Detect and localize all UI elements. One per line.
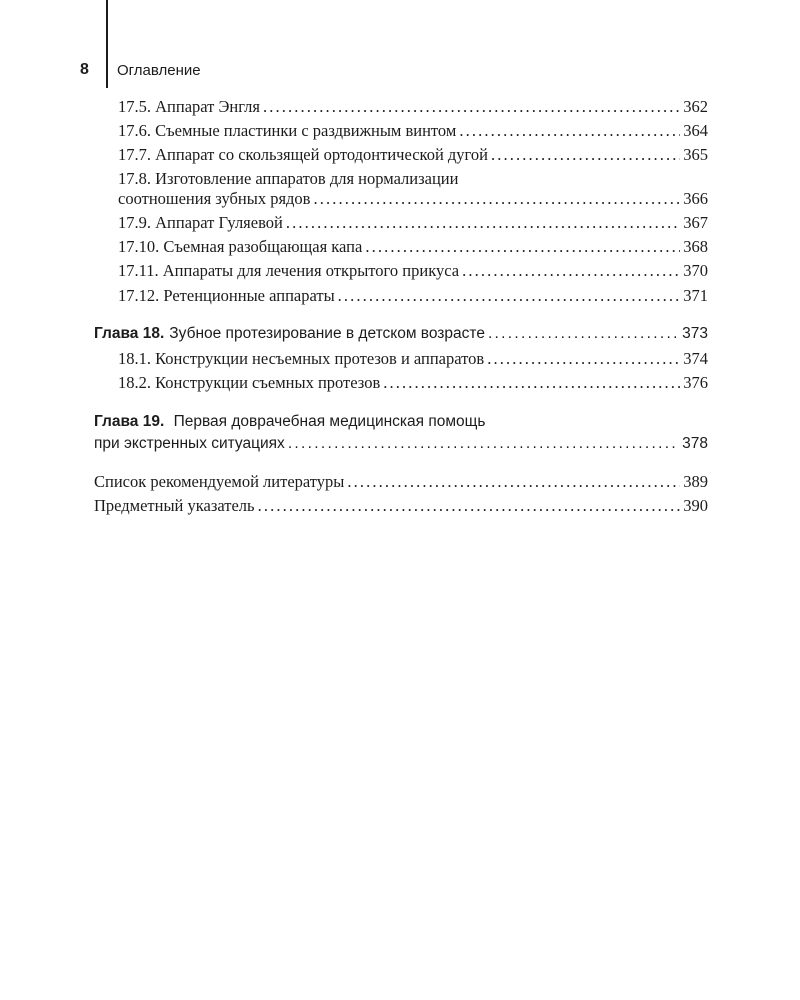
dot-leader — [365, 235, 680, 259]
dot-leader — [462, 259, 680, 283]
dot-leader — [263, 95, 680, 119]
toc-entry-title: 17.9. Аппарат Гуляевой — [118, 213, 283, 232]
toc-entry-title: соотношения зубных рядов — [118, 189, 311, 208]
dot-leader — [487, 347, 680, 371]
dot-leader — [383, 371, 680, 395]
toc-entry-17-5[interactable] — [118, 95, 708, 119]
toc-entry-index[interactable] — [94, 494, 708, 518]
toc-entry-18-1[interactable] — [118, 347, 708, 371]
toc-entry-title: 17.6. Съемные пластинки с раздвижным винтом — [118, 121, 457, 140]
toc-entry-page: 364 — [683, 121, 708, 140]
toc-entry-page: 389 — [683, 472, 708, 491]
toc-entry-18-2[interactable] — [118, 371, 708, 395]
toc-entry-page: 367 — [683, 213, 708, 232]
toc-entry-17-9[interactable] — [118, 211, 708, 235]
toc-entry-page: 368 — [683, 237, 708, 256]
toc-entry-page: 371 — [683, 286, 708, 305]
toc-entry-title: Список рекомендуемой литературы — [94, 472, 345, 491]
toc-entry-17-8-line1[interactable]: 17.8. Изготовление аппаратов для нормализации — [118, 169, 459, 188]
toc-entry-page: 376 — [683, 373, 708, 392]
dot-leader — [338, 284, 681, 308]
toc-entry-title: 17.12. Ретенционные аппараты — [118, 286, 335, 305]
toc-entry-17-8[interactable] — [118, 187, 708, 211]
toc-entry-page: 378 — [682, 435, 708, 452]
toc-chapter-19[interactable] — [94, 432, 708, 456]
chapter-label: Глава 18. — [94, 325, 165, 342]
toc-entry-title: 17.10. Съемная разобщающая капа — [118, 237, 363, 256]
toc-entry-bibliography[interactable] — [94, 470, 708, 494]
toc-entry-page: 390 — [683, 496, 708, 515]
toc-entry-title: Предметный указатель — [94, 496, 255, 515]
toc-entry-page: 366 — [683, 189, 708, 208]
toc-entry-title: 17.5. Аппарат Энгля — [118, 97, 260, 116]
toc-entry-title: 17.7. Аппарат со скользящей ортодонтической дугой — [118, 145, 488, 164]
toc-entry-title: 18.1. Конструкции несъемных протезов и аппаратов — [118, 349, 485, 368]
chapter-title: при экстренных ситуациях — [94, 435, 285, 452]
header-rule — [106, 0, 108, 88]
dot-leader — [258, 494, 681, 518]
dot-leader — [313, 187, 680, 211]
chapter-label: Глава 19. — [94, 413, 165, 430]
toc-entry-17-12[interactable] — [118, 284, 708, 308]
chapter-title: Зубное протезирование в детском возрасте — [169, 325, 485, 342]
running-head: Оглавление — [117, 62, 201, 79]
toc-entry-title: 17.11. Аппараты для лечения открытого прикуса — [118, 261, 460, 280]
toc-entry-17-7[interactable] — [118, 143, 708, 167]
dot-leader — [491, 143, 680, 167]
toc-entry-17-11[interactable] — [118, 259, 708, 283]
toc-entry-page: 365 — [683, 145, 708, 164]
toc-entry-page: 370 — [683, 261, 708, 280]
dot-leader — [288, 432, 679, 456]
dot-leader — [286, 211, 680, 235]
toc-entry-17-6[interactable] — [118, 119, 708, 143]
dot-leader — [488, 322, 679, 346]
toc-entry-page: 374 — [683, 349, 708, 368]
toc-entry-17-10[interactable] — [118, 235, 708, 259]
dot-leader — [347, 470, 680, 494]
toc-entry-page: 373 — [682, 325, 708, 342]
page-number: 8 — [80, 61, 89, 78]
toc-entry-page: 362 — [683, 97, 708, 116]
dot-leader — [459, 119, 680, 143]
toc-entry-title: 18.2. Конструкции съемных протезов — [118, 373, 381, 392]
toc-chapter-19-line1[interactable] — [94, 410, 485, 434]
chapter-title: Первая доврачебная медицинская помощь — [173, 413, 486, 430]
toc-chapter-18[interactable] — [94, 322, 708, 346]
